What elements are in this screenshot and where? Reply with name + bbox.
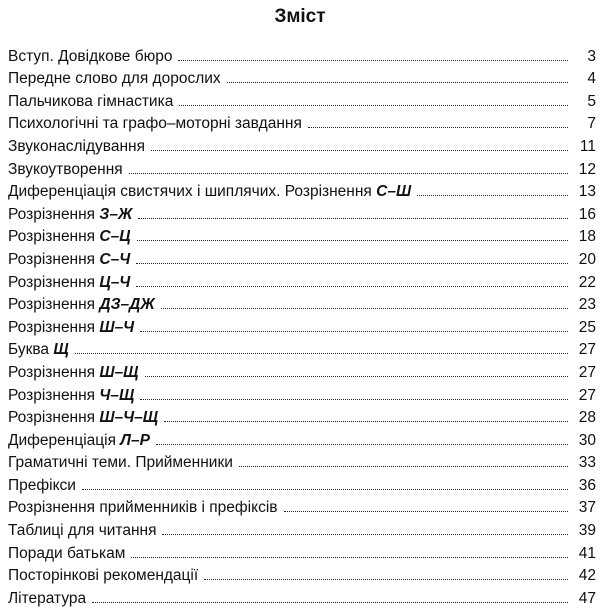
toc-page-number: 42: [578, 567, 596, 585]
dot-leader: [156, 444, 568, 445]
toc-page-number: 7: [587, 115, 596, 133]
toc-page-number: 39: [578, 522, 596, 540]
toc-entry-letters: Ш–Щ: [99, 363, 139, 381]
toc-entry-text: Передне слово для дорослих: [8, 70, 221, 88]
toc-entry: [8, 224, 596, 247]
toc-page-number: 27: [578, 386, 596, 404]
dot-leader: [417, 195, 568, 196]
toc-entry-text: Граматичні теми. Прийменники: [8, 454, 233, 472]
toc-entry-text: Диференціація свистячих і шиплячих. Розрізнення: [8, 183, 377, 201]
toc-entry-label: [8, 454, 233, 472]
dot-leader: [129, 173, 568, 174]
toc-page-number: 47: [578, 589, 596, 607]
toc-entry-text: Психологічні та графо–моторні завдання: [8, 115, 302, 133]
toc-entry-label: [8, 409, 158, 427]
toc-entry: [8, 337, 596, 360]
toc-entry-letters: Ш–Ч: [99, 318, 135, 336]
toc-entry-text: Звукоутворення: [8, 160, 123, 178]
dot-leader: [164, 421, 568, 422]
toc-entry: [8, 540, 596, 563]
toc-page-number: 25: [578, 318, 596, 336]
toc-entry-text: Розрізнення прийменників і префіксів: [8, 499, 278, 517]
toc-entry-text: Префікси: [8, 476, 76, 494]
toc-entry-text: Розрізнення: [8, 409, 100, 427]
toc-page-number: 27: [578, 363, 596, 381]
toc-entry: [8, 495, 596, 518]
toc-entry-label: [8, 206, 132, 224]
dot-leader: [161, 308, 568, 309]
toc-entry-text: Посторінкові рекомендації: [8, 567, 199, 585]
toc-entry-label: [8, 161, 123, 179]
dot-leader: [131, 557, 568, 558]
toc-entry-text: Розрізнення: [8, 250, 100, 268]
toc-entry: [8, 450, 596, 473]
dot-leader: [137, 240, 568, 241]
toc-entry-letters: ДЗ–ДЖ: [99, 296, 155, 314]
toc-entry-letters: С–Ц: [99, 228, 131, 246]
toc-entry-text: Література: [8, 589, 87, 607]
toc-entry: [8, 269, 596, 292]
toc-page-number: 41: [578, 544, 596, 562]
toc-entry: [8, 382, 596, 405]
dot-leader: [138, 218, 568, 219]
toc-entry-text: Розрізнення: [8, 273, 100, 291]
toc-entry-label: [8, 183, 411, 201]
toc-entry-text: Розрізнення: [8, 296, 100, 314]
dot-leader: [145, 376, 568, 377]
toc-page-number: 30: [578, 431, 596, 449]
toc-page-number: 27: [578, 341, 596, 359]
table-of-contents: [8, 43, 596, 608]
dot-leader: [227, 82, 568, 83]
toc-entry-label: [8, 522, 156, 540]
toc-entry: [8, 201, 596, 224]
toc-entry: [8, 405, 596, 428]
dot-leader: [136, 263, 568, 264]
toc-entry-letters: Щ: [53, 341, 69, 359]
toc-page-number: 13: [578, 183, 596, 201]
toc-entry-label: [8, 590, 86, 608]
toc-entry: [8, 359, 596, 382]
toc-page-number: 36: [578, 476, 596, 494]
toc-page-number: 5: [587, 92, 596, 110]
dot-leader: [204, 579, 568, 580]
toc-entry-label: [8, 115, 302, 133]
toc-entry-text: Розрізнення: [8, 386, 100, 404]
toc-entry-label: [8, 48, 172, 66]
toc-entry-label: [8, 432, 150, 450]
toc-entry-label: [8, 70, 221, 88]
toc-page-number: 37: [578, 499, 596, 517]
toc-entry-letters: З–Ж: [99, 205, 133, 223]
toc-entry: [8, 43, 596, 66]
toc-page-number: 33: [578, 454, 596, 472]
toc-page-number: 23: [578, 296, 596, 314]
toc-entry: [8, 585, 596, 608]
toc-page-number: 3: [587, 47, 596, 65]
toc-page-number: 11: [579, 137, 596, 155]
toc-entry-label: [8, 319, 134, 337]
toc-entry-text: Поради батькам: [8, 544, 126, 562]
dot-leader: [162, 534, 568, 535]
toc-entry-text: Розрізнення: [8, 205, 100, 223]
dot-leader: [284, 511, 569, 512]
toc-entry-letters: Ц–Ч: [99, 273, 131, 291]
toc-entry-text: Звуконаслідування: [8, 137, 145, 155]
dot-leader: [82, 489, 568, 490]
dot-leader: [178, 60, 568, 61]
toc-entry-text: Вступ. Довідкове бюро: [8, 47, 173, 65]
toc-entry-label: [8, 364, 139, 382]
toc-page-number: 16: [578, 205, 596, 223]
page-title: Зміст: [274, 6, 326, 27]
toc-entry-label: [8, 341, 69, 359]
toc-entry: [8, 66, 596, 89]
dot-leader: [75, 353, 568, 354]
toc-page-number: 28: [578, 409, 596, 427]
toc-entry-label: [8, 296, 155, 314]
toc-entry-letters: Ш–Ч–Щ: [99, 409, 159, 427]
toc-entry-letters: С–Ш: [376, 183, 412, 201]
dot-leader: [239, 466, 568, 467]
toc-entry-label: [8, 567, 198, 585]
toc-entry-text: Розрізнення: [8, 363, 100, 381]
toc-entry-text: Розрізнення: [8, 318, 100, 336]
dot-leader: [179, 105, 568, 106]
toc-entry-label: [8, 545, 125, 563]
dot-leader: [136, 286, 568, 287]
toc-page-number: 22: [578, 273, 596, 291]
toc-page-number: 12: [578, 160, 596, 178]
toc-entry-letters: Ч–Щ: [99, 386, 135, 404]
toc-entry-label: [8, 387, 134, 405]
toc-entry-label: [8, 138, 145, 156]
toc-entry-text: Розрізнення: [8, 228, 100, 246]
toc-entry: [8, 427, 596, 450]
toc-entry-label: [8, 251, 130, 269]
toc-entry-label: [8, 228, 131, 246]
dot-leader: [92, 602, 568, 603]
toc-entry-text: Таблиці для читання: [8, 522, 157, 540]
toc-entry-label: [8, 499, 278, 517]
dot-leader: [151, 150, 568, 151]
toc-entry: [8, 517, 596, 540]
toc-entry-letters: Л–Р: [120, 431, 150, 449]
toc-entry-label: [8, 477, 76, 495]
toc-entry: [8, 156, 596, 179]
toc-entry: [8, 133, 596, 156]
toc-entry: [8, 563, 596, 586]
toc-entry: [8, 179, 596, 202]
toc-entry-label: [8, 274, 130, 292]
dot-leader: [140, 399, 568, 400]
toc-entry: [8, 111, 596, 134]
toc-entry-text: Пальчикова гімнастика: [8, 92, 174, 110]
toc-entry: [8, 472, 596, 495]
toc-page-number: 4: [587, 70, 596, 88]
toc-entry-text: Буква: [8, 341, 54, 359]
toc-entry-text: Диференціація: [8, 431, 121, 449]
toc-entry: [8, 292, 596, 315]
toc-page-number: 18: [578, 228, 596, 246]
toc-entry-letters: С–Ч: [99, 250, 131, 268]
toc-entry: [8, 314, 596, 337]
toc-entry: [8, 88, 596, 111]
toc-page-number: 20: [578, 250, 596, 268]
toc-entry-label: [8, 93, 173, 111]
toc-entry: [8, 246, 596, 269]
dot-leader: [308, 127, 568, 128]
dot-leader: [140, 331, 568, 332]
